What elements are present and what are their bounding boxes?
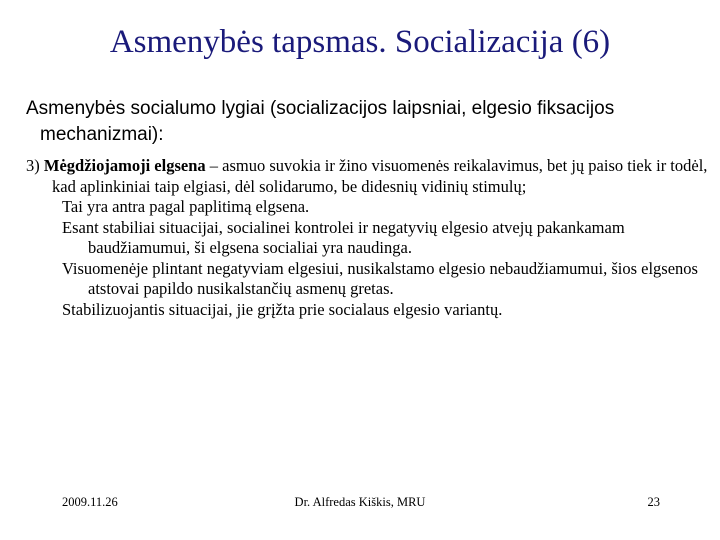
slide-title-number: (6): [571, 24, 611, 60]
list-item-3: [26, 156, 716, 197]
paragraph-stabilizing: Stabilizuojantis situacijai, jie grįžta prie socialaus elgesio variantų.: [62, 299, 503, 319]
slide-title-main: Asmenybės tapsmas. Socializacija: [109, 24, 564, 60]
slide-body: [26, 156, 716, 320]
slide-title: [0, 22, 720, 62]
list-item-text: – asmuo suvokia ir žino visuomenės reikalavimus, bet jų paiso tiek ir todėl, kad aplinkiniai taip elgiasi, dėl solidarumo, be didesnių vidinių stimulų;: [52, 156, 708, 196]
footer-page-number: 23: [647, 495, 660, 509]
list-item-term: Mėgdžiojamoji elgsena: [43, 156, 206, 175]
footer-author: Dr. Alfredas Kiškis, MRU: [294, 495, 426, 509]
paragraph-negative-behavior: Visuomenėje plintant negatyviam elgesiui, nusikalstamo elgesio nebaudžiamumui, šios elgsenos atstovai papildo nusikalstančių asmenų gretas.: [62, 258, 698, 298]
paragraph-prevalence: Tai yra antra pagal paplitimą elgsena.: [62, 197, 310, 216]
list-item-number: 3): [26, 156, 40, 175]
paragraph-stable-situation: Esant stabiliai situacijai, socialinei kontrolei ir negatyvių elgesio atvejų pakankamam baudžiamumui, ši elgsena socialiai yra naudinga.: [62, 217, 625, 257]
footer-date: 2009.11.26: [62, 495, 118, 509]
section-heading: Asmenybės socialumo lygiai (socializacijos laipsniai, elgesio fiksacijos mechanizmai):: [26, 98, 615, 145]
